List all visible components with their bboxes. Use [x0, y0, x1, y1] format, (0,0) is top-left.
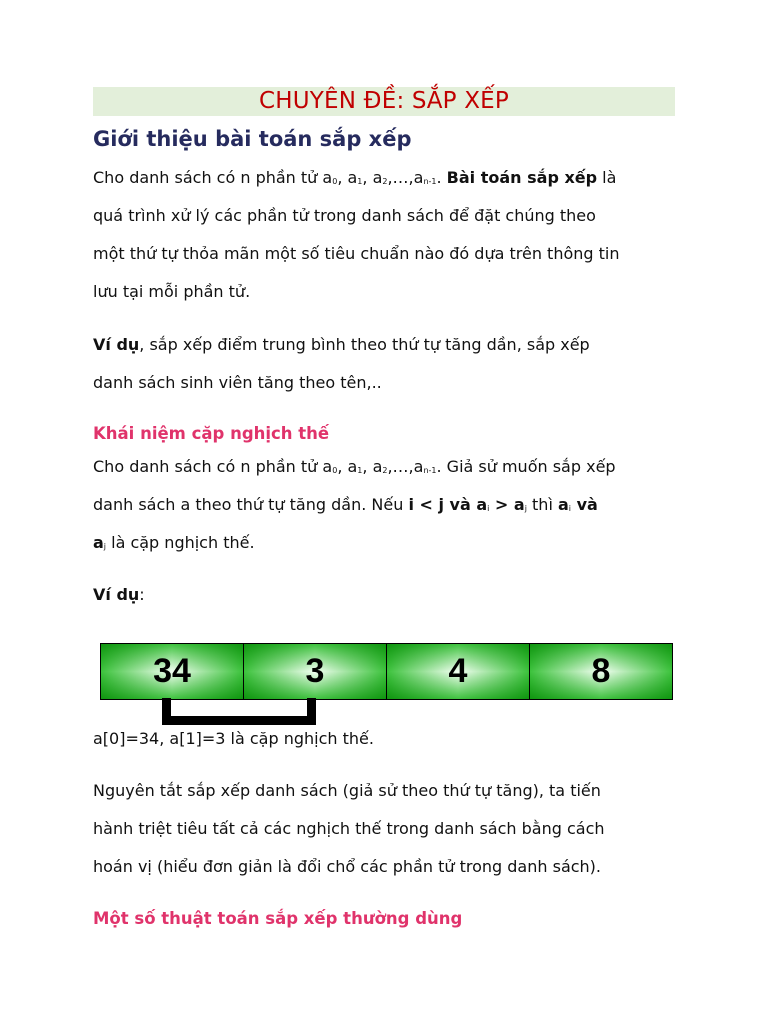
text-line: $a_j$ là cặp nghịch thế.	[93, 533, 255, 552]
array-diagram	[100, 643, 673, 700]
array-caption	[93, 720, 683, 758]
array-cell-value: 34	[153, 652, 191, 690]
text-line: lưu tại mỗi phần tử.	[93, 282, 251, 301]
array-cell	[530, 644, 672, 699]
paragraph-inversion	[93, 448, 683, 562]
text-line: một thứ tự thỏa mãn một số tiêu chuẩn nào đó dựa trên thông tin	[93, 244, 620, 263]
text-line: quá trình xử lý các phần tử trong danh sách để đặt chúng theo	[93, 206, 596, 225]
section-heading-intro: Giới thiệu bài toán sắp xếp	[93, 127, 412, 151]
text-line: danh sách a theo thứ tự tăng dần. Nếu i < j và $a_i > a_j$ thì $a_i$ và	[93, 495, 598, 514]
text-line: Cho danh sách có n phần tử $a_0$, $a_1$, $a_2,\dots,a_{n-1}$. Bài toán sắp xếp là	[93, 168, 617, 187]
example-label	[93, 576, 683, 614]
paragraph-intro	[93, 159, 683, 311]
array-cell	[101, 644, 244, 699]
array-cell-value: 8	[591, 652, 611, 690]
text-line: Ví dụ:	[93, 585, 145, 604]
text-line: hoán vị (hiểu đơn giản là đổi chổ các phần tử trong danh sách).	[93, 857, 602, 876]
text-line: Cho danh sách có n phần tử $a_0$, $a_1$, $a_2,\dots,a_{n-1}$. Giả sử muốn sắp xếp	[93, 457, 616, 476]
section-heading-algorithms: Một số thuật toán sắp xếp thường dùng	[93, 909, 463, 928]
text-line: Ví dụ, sắp xếp điểm trung bình theo thứ tự tăng dần, sắp xếp	[93, 335, 590, 354]
text-line: Nguyên tắt sắp xếp danh sách (giả sử theo thứ tự tăng), ta tiến	[93, 781, 601, 800]
array-cell	[244, 644, 387, 699]
text-line: a[0]=34, a[1]=3 là cặp nghịch thế.	[93, 729, 374, 748]
section-heading-inversion: Khái niệm cặp nghịch thế	[93, 424, 330, 443]
array-cell	[387, 644, 530, 699]
text-line: danh sách sinh viên tăng theo tên,..	[93, 373, 382, 392]
paragraph-principle	[93, 772, 683, 886]
paragraph-example-1	[93, 326, 683, 402]
array-cell-value: 4	[448, 652, 468, 690]
array-cell-value: 3	[305, 652, 325, 690]
title-bar	[93, 87, 675, 116]
document-title: CHUYÊN ĐỀ: SẮP XẾP	[259, 88, 509, 114]
text-line: hành triệt tiêu tất cả các nghịch thế trong danh sách bằng cách	[93, 819, 605, 838]
